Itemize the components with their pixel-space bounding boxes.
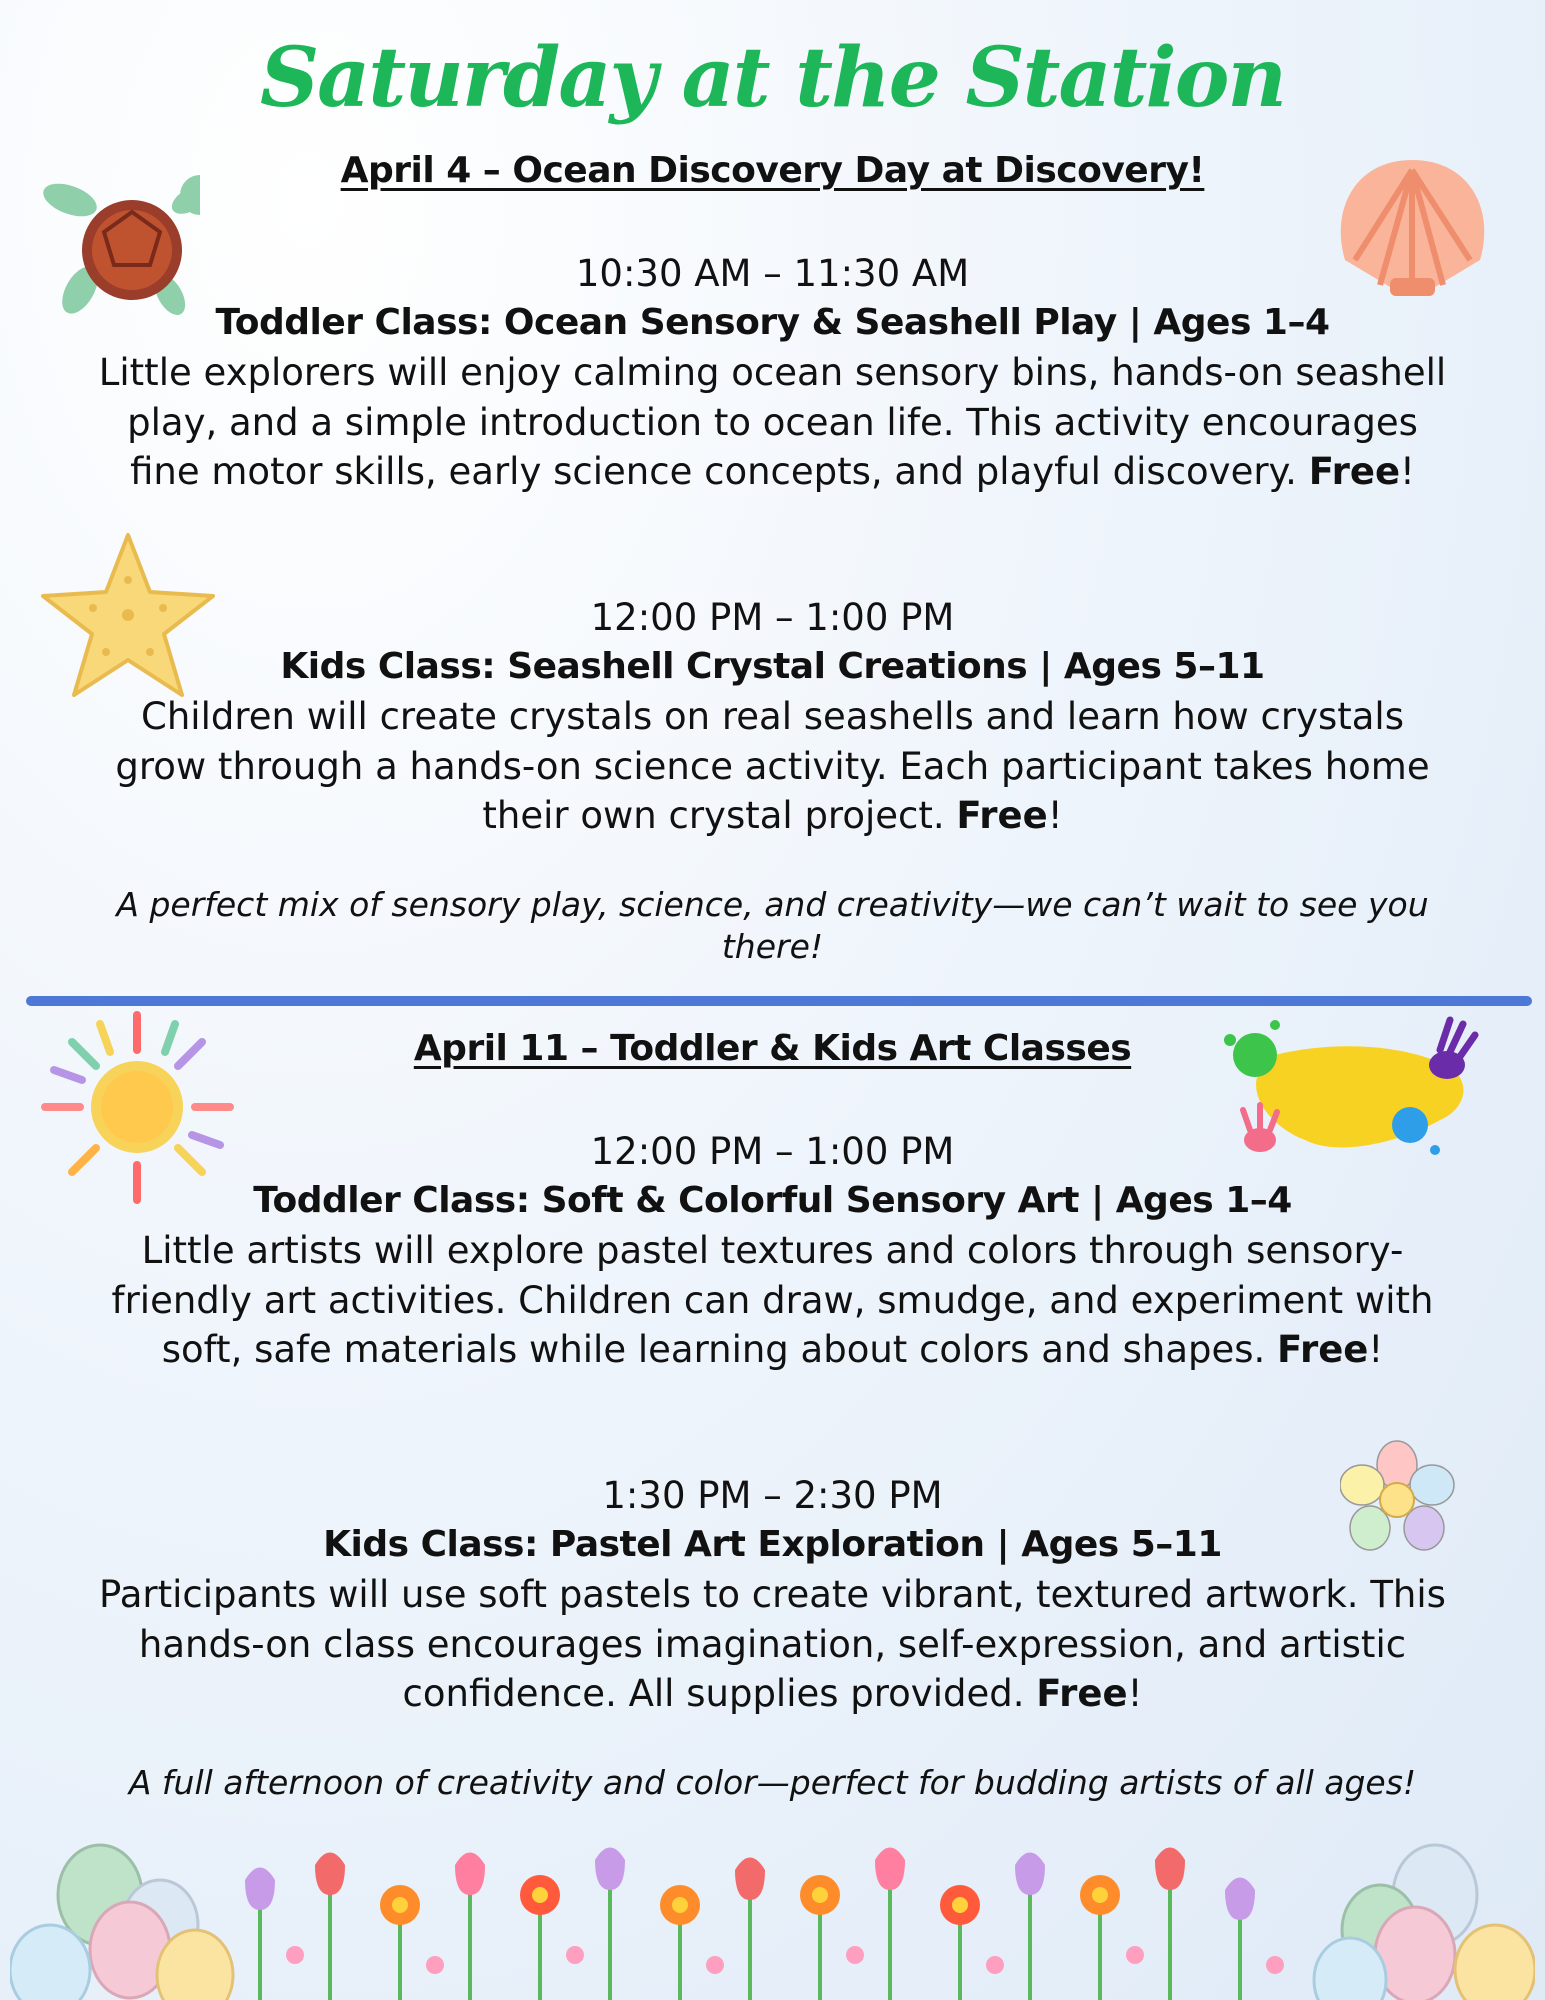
section-divider	[26, 996, 1532, 1006]
description-text: Children will create crystals on real seashells and learn how crystals grow through a hands-on science activity. Each participant takes home their own crystal project.	[115, 695, 1430, 837]
class-title: Kids Class: Seashell Crystal Creations | Ages 5–11	[280, 646, 1265, 687]
section-note: A full afternoon of creativity and color—perfect for budding artists of all ages!	[128, 1763, 1417, 1802]
free-label: Free	[1308, 450, 1401, 493]
class-title: Toddler Class: Soft & Colorful Sensory Art | Ages 1–4	[253, 1180, 1292, 1221]
easter-eggs-icon	[10, 1840, 240, 2000]
description-text: Participants will use soft pastels to create vibrant, textured artwork. This hands-on class encourages imagination, self-expression, and artistic confidence. All supplies provided.	[99, 1573, 1446, 1715]
class-time: 12:00 PM – 1:00 PM	[590, 1130, 955, 1173]
section-heading: April 4 – Ocean Discovery Day at Discovery!	[340, 150, 1205, 191]
class-description	[90, 348, 1455, 497]
exclamation: !	[1400, 450, 1415, 493]
class-title: Kids Class: Pastel Art Exploration | Ages 5–11	[323, 1524, 1222, 1565]
class-time: 12:00 PM – 1:00 PM	[590, 596, 955, 639]
free-label: Free	[1036, 1672, 1128, 1715]
exclamation: !	[1127, 1672, 1143, 1715]
free-label: Free	[956, 794, 1048, 837]
section-note: A perfect mix of sensory play, science, and creativity—we can’t wait to see you there!	[116, 885, 1429, 966]
class-description	[90, 692, 1455, 841]
description-text: Little artists will explore pastel textures and colors through sensory-friendly art activities. Children can draw, smudge, and experiment with soft, safe materials while learning about colors and shapes.	[111, 1229, 1434, 1371]
free-label: Free	[1277, 1328, 1369, 1371]
easter-eggs-icon	[1305, 1840, 1535, 2000]
class-time: 1:30 PM – 2:30 PM	[602, 1474, 943, 1517]
class-time: 10:30 AM – 11:30 AM	[575, 252, 970, 295]
exclamation: !	[1047, 794, 1063, 837]
description-text: Little explorers will enjoy calming ocean sensory bins, hands-on seashell play, and a simple introduction to ocean life. This activity encourages fine motor skills, early science concepts, and playful discovery.	[98, 351, 1447, 493]
section-heading: April 11 – Toddler & Kids Art Classes	[413, 1028, 1132, 1069]
page-title: Saturday at the Station	[259, 30, 1286, 126]
flower-garden-icon	[230, 1835, 1315, 2000]
class-title: Toddler Class: Ocean Sensory & Seashell Play | Ages 1–4	[215, 302, 1330, 343]
class-description	[90, 1570, 1455, 1719]
exclamation: !	[1368, 1328, 1384, 1371]
class-description	[90, 1226, 1455, 1375]
